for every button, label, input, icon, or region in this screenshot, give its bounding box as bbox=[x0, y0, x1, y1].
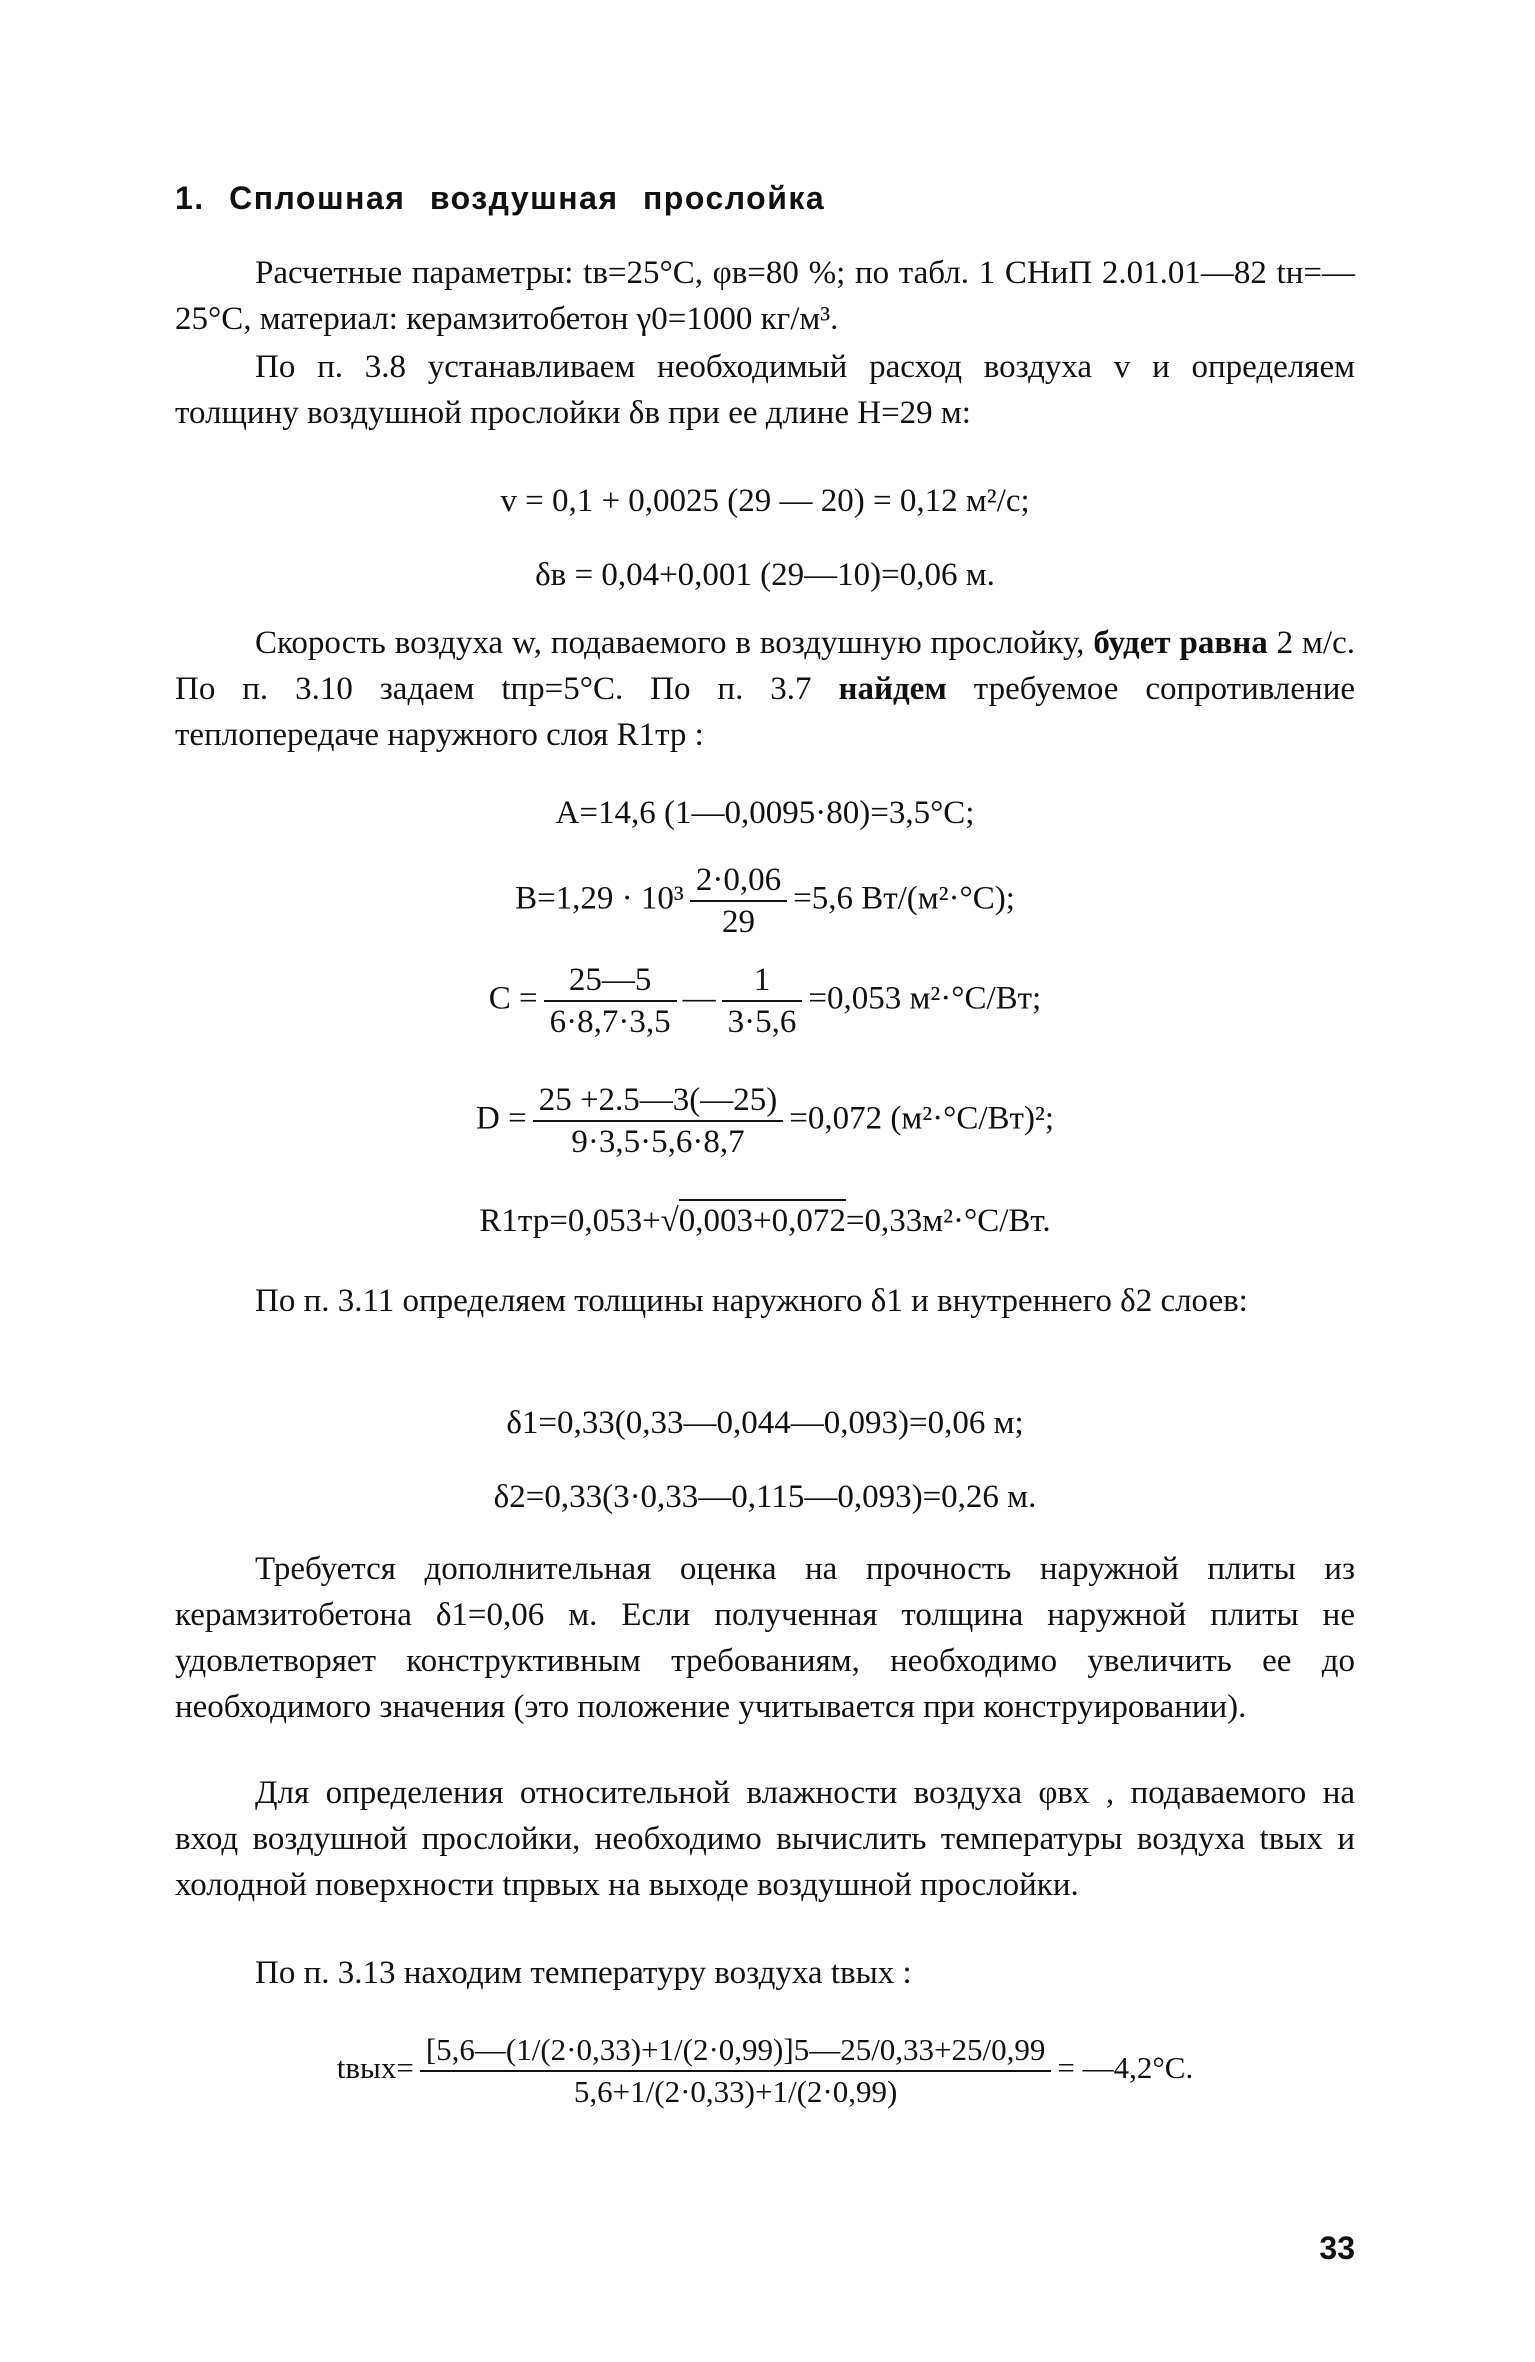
p3-bold-2: найдем bbox=[838, 671, 947, 707]
equation-A: A=14,6 (1—0,0095·80)=3,5°С; bbox=[555, 795, 975, 831]
page-number: 33 bbox=[1319, 2230, 1355, 2266]
eq-C-num-1: 25—5 bbox=[544, 960, 677, 1002]
equation-delta-air: δв = 0,04+0,001 (29—10)=0,06 м. bbox=[535, 557, 995, 593]
eq-C-num-2: 1 bbox=[722, 960, 803, 1002]
eq-B-left: B=1,29 · 10³ bbox=[515, 880, 684, 917]
eq-C-den-2: 3·5,6 bbox=[727, 1004, 797, 1040]
equation-R bbox=[175, 1198, 1355, 1244]
equation-delta-2: δ2=0,33(3·0,33—0,115—0,093)=0,26 м. bbox=[493, 1479, 1037, 1515]
eq-t-left: tвых= bbox=[336, 2050, 414, 2086]
eq-C-fraction-1 bbox=[544, 960, 677, 1042]
eq-R-left: R1тр=0,053+√ bbox=[479, 1203, 679, 1239]
eq-B-fraction bbox=[690, 860, 787, 942]
eq-t-fraction bbox=[420, 2030, 1052, 2112]
eq-B-den: 29 bbox=[721, 904, 755, 940]
eq-B-num: 2·0,06 bbox=[690, 860, 787, 902]
eq-D-den: 9·3,5·5,6·8,7 bbox=[571, 1124, 745, 1160]
eq-C-left: C = bbox=[488, 980, 538, 1017]
paragraph-airflow: По п. 3.8 устанавливаем необходимый расход воздуха v и определяем толщину воздушной прослойки δв при ее длине H=29 м: bbox=[175, 349, 1355, 431]
p3-bold: будет равна bbox=[1093, 625, 1268, 661]
equation-C bbox=[175, 960, 1355, 1042]
paragraph-strength: Требуется дополнительная оценка на прочность наружной плиты из керамзитобетона δ1=0,06 м. Если полученная толщина наружной плиты не удовлетворяет конструктивным требованиям, необходимо увеличить ее до необходимого значения (это положение учитывается при конструировании). bbox=[175, 1551, 1355, 1725]
equation-v: v = 0,1 + 0,0025 (29 — 20) = 0,12 м²/с; bbox=[500, 483, 1030, 519]
p3-part-b: 2 м/с. По п. 3.10 задаем tпр=5°С. По п. 3.7 bbox=[175, 625, 1356, 707]
paragraph-humidity: Для определения относительной влажности воздуха φвх , подаваемого на вход воздушной прослойки, необходимо вычислить температуры воздуха tвых и холодной поверхности tпрвых на выходе воздушной прослойки. bbox=[175, 1775, 1355, 1903]
eq-t-right: = —4,2°С. bbox=[1057, 2050, 1194, 2086]
eq-C-den-1: 6·8,7·3,5 bbox=[549, 1004, 671, 1040]
eq-D-right: =0,072 (м²·°С/Вт)²; bbox=[789, 1100, 1055, 1137]
eq-C-fraction-2 bbox=[722, 960, 803, 1042]
eq-t-den: 5,6+1/(2·0,33)+1/(2·0,99) bbox=[573, 2074, 898, 2109]
eq-C-minus: — bbox=[682, 980, 716, 1017]
paragraph-temperature: По п. 3.13 находим температуру воздуха tвых : bbox=[255, 1955, 912, 1991]
section-title: 1. Сплошная воздушная прослойка bbox=[175, 180, 826, 216]
paragraph-air-speed bbox=[175, 620, 1355, 758]
equation-delta-1: δ1=0,33(0,33—0,044—0,093)=0,06 м; bbox=[506, 1405, 1024, 1441]
equation-B bbox=[175, 860, 1355, 942]
eq-D-left: D = bbox=[475, 1100, 527, 1137]
eq-R-right: =0,33м²·°С/Вт. bbox=[845, 1203, 1051, 1239]
equation-D bbox=[175, 1080, 1355, 1162]
p3-part-a: Скорость воздуха w, подаваемого в воздушную прослойку, bbox=[255, 625, 1094, 661]
eq-C-right: =0,053 м²·°С/Вт; bbox=[808, 980, 1042, 1017]
paragraph-layer-thickness: По п. 3.11 определяем толщины наружного δ1 и внутреннего δ2 слоев: bbox=[255, 1283, 1248, 1319]
eq-R-root: 0,003+0,072 bbox=[679, 1199, 846, 1239]
eq-D-fraction bbox=[533, 1080, 784, 1162]
eq-t-num: [5,6—(1/(2·0,33)+1/(2·0,99)]5—25/0,33+25/0,99 bbox=[420, 2030, 1052, 2072]
eq-B-right: =5,6 Вт/(м²·°С); bbox=[793, 880, 1015, 917]
paragraph-design-parameters: Расчетные параметры: tв=25°С, φв=80 %; по табл. 1 СНиП 2.01.01—82 tн=—25°С, материал: керамзитобетон γ0=1000 кг/м³. bbox=[175, 255, 1355, 337]
equation-t-out bbox=[175, 2030, 1355, 2112]
eq-D-num: 25 +2.5—3(—25) bbox=[533, 1080, 784, 1122]
p3-part-c: требуемое сопротивление теплопередаче наружного слоя R1тр : bbox=[175, 671, 1355, 753]
